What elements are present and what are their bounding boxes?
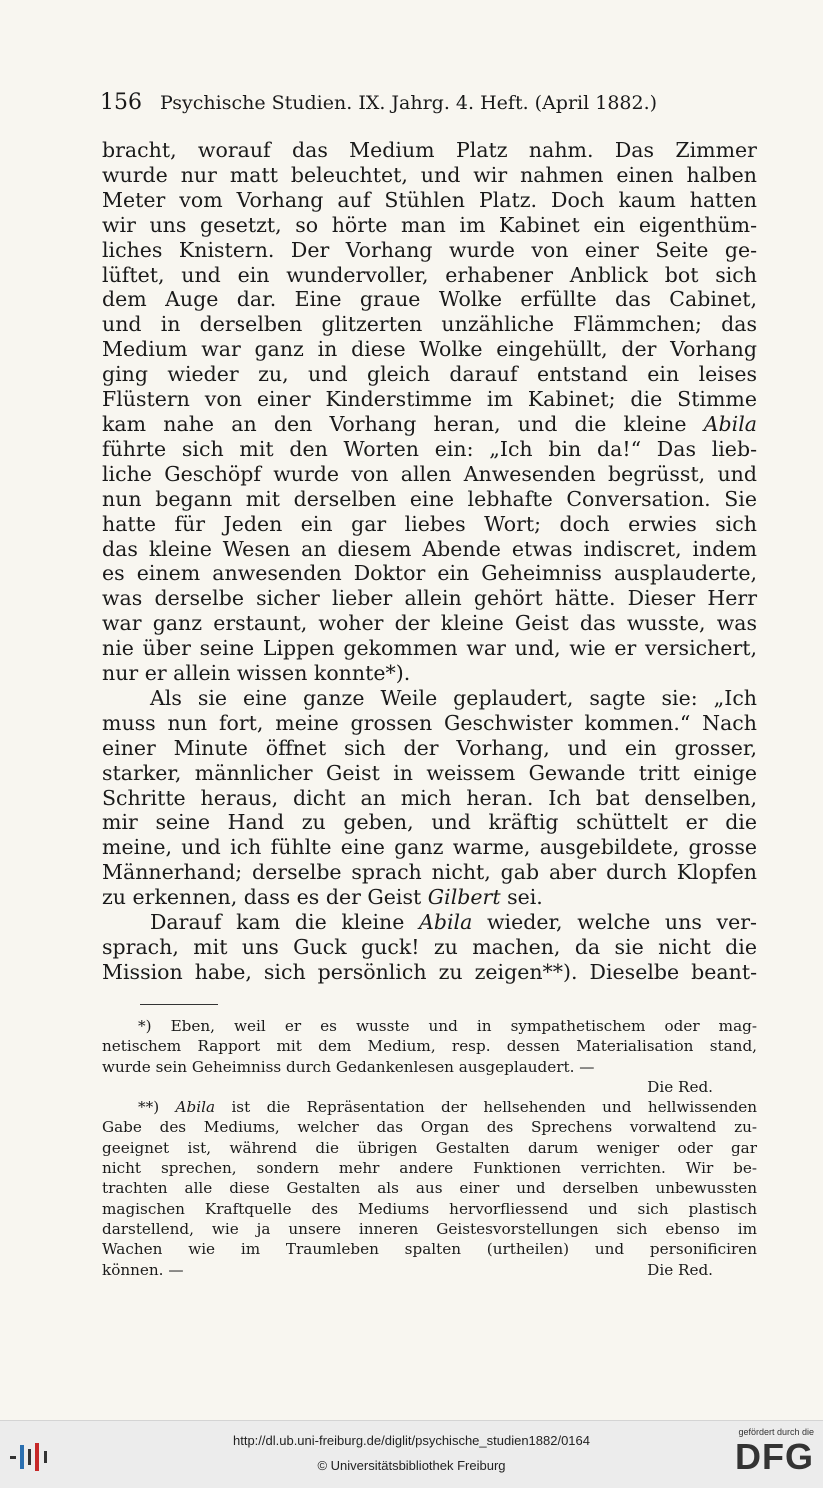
viewer-footer — [0, 1420, 823, 1488]
footnote-line: darstellend, wie ja unsere inneren Geistesvorstellungen sich ebenso im — [102, 1219, 757, 1238]
text-line: Schritte heraus, dicht an mich heran. Ich bat denselben, — [102, 785, 757, 810]
footnote-line: netischem Rapport mit dem Medium, resp. dessen Materialisation stand, — [102, 1037, 757, 1056]
footnote-line: *) Eben, weil er es wusste und in sympathetischem oder mag- — [138, 1017, 757, 1035]
footnote-last-line — [102, 1260, 757, 1280]
text-line: führte sich mit den Worten ein: „Ich bin da!“ Das lieb- — [102, 436, 757, 461]
main-text — [102, 138, 757, 985]
text-line: mir seine Hand zu geben, und kräftig schüttelt er die — [102, 810, 757, 835]
text-line: starker, männlicher Geist in weissem Gewande tritt einige — [102, 760, 757, 785]
text-line: das kleine Wesen an diesem Abende etwas indiscret, indem — [102, 536, 757, 561]
footnotes — [102, 1016, 757, 1280]
footnote-line — [102, 1097, 757, 1117]
text-line: Als sie eine ganze Weile geplaudert, sagte sie: „Ich — [150, 685, 757, 710]
text-line — [102, 885, 757, 910]
editor-signature: Die Red. — [647, 1077, 713, 1096]
text-line: hatte für Jeden ein gar liebes Wort; doch erwies sich — [102, 511, 757, 536]
text-line: sprach, mit uns Guck guck! zu machen, da sie nicht die — [102, 935, 757, 959]
text-line: Flüstern von einer Kinderstimme im Kabinet; die Stimme — [102, 387, 757, 412]
footnote-line: trachten alle diese Gestalten als aus einer und derselben unbewussten — [102, 1179, 757, 1198]
text-line — [102, 910, 757, 935]
running-header — [100, 90, 760, 115]
footnote-line: nicht sprechen, sondern mehr andere Funktionen verrichten. Wir be- — [102, 1159, 757, 1178]
name-abila: Abila — [419, 910, 473, 935]
text-segment: wieder, welche uns ver- — [486, 910, 757, 935]
dfg-funding-note: gefördert durch die — [738, 1427, 814, 1437]
text-line: nur er allein wissen konnte*). — [102, 661, 411, 686]
text-segment: sei. — [507, 885, 543, 910]
name-gilbert: Gilbert — [427, 885, 501, 910]
name-abila: Abila — [175, 1098, 216, 1117]
text-line: meine, und ich fühlte eine ganz warme, ausgebildete, grosse — [102, 835, 757, 860]
text-line: und in derselben glitzerten unzähliche Flämmchen; das — [102, 312, 757, 337]
footnote-rule — [140, 1004, 218, 1005]
text-line: lüftet, und ein wundervoller, erhabener Anblick bot sich — [102, 262, 757, 287]
dfg-wordmark: DFG — [735, 1436, 814, 1477]
page-number: 156 — [100, 90, 142, 115]
text-line: nie über seine Lippen gekommen war und, wie er versichert, — [102, 636, 757, 661]
footnote-line: wurde sein Geheimniss durch Gedankenlesen ausgeplaudert. — — [102, 1057, 595, 1076]
text-line: ging wieder zu, und gleich darauf entstand ein leises — [102, 362, 757, 387]
footnote-line: magischen Kraftquelle des Mediums hervorfliessend und sich plastisch — [102, 1199, 757, 1218]
permalink-url[interactable]: http://dl.ub.uni-freiburg.de/diglit/psychische_studien1882/0164 — [232, 1433, 591, 1448]
dfg-logo — [722, 1427, 814, 1483]
text-line — [102, 412, 757, 437]
text-segment: ist die Repräsentation der hellsehenden und hellwissenden — [231, 1098, 758, 1117]
text-line: Meter vom Vorhang auf Stühlen Platz. Doch kaum hatten — [102, 187, 757, 212]
running-title: Psychische Studien. IX. Jahrg. 4. Heft. (April 1882.) — [160, 92, 658, 114]
name-abila: Abila — [703, 411, 757, 436]
footnote-line: Gabe des Mediums, welcher das Organ des Sprechens vorwaltend zu- — [102, 1118, 757, 1137]
text-line: Mission habe, sich persönlich zu zeigen**). Dieselbe beant- — [102, 959, 757, 984]
text-line: nun begann mit derselben eine lebhafte Conversation. Sie — [102, 486, 757, 511]
text-line: war ganz erstaunt, woher der kleine Geist das wusste, was — [102, 611, 757, 636]
text-segment: **) — [138, 1098, 160, 1117]
text-line: wir uns gesetzt, so hörte man im Kabinet ein eigenthüm- — [102, 212, 757, 237]
text-line: muss nun fort, meine grossen Geschwister kommen.“ Nach — [102, 710, 757, 735]
footnote-line: Wachen wie im Traumleben spalten (urtheilen) und personificiren — [102, 1240, 757, 1259]
text-line: was derselbe sicher lieber allein gehört hätte. Dieser Herr — [102, 586, 757, 611]
text-segment: kam nahe an den Vorhang heran, und die kleine — [102, 411, 687, 436]
text-segment: Darauf kam die kleine — [150, 910, 405, 935]
text-line: es einem anwesenden Doktor ein Geheimniss ausplauderte, — [102, 561, 757, 586]
text-line: liche Geschöpf wurde von allen Anwesenden begrüsst, und — [102, 461, 757, 486]
text-line: dem Auge dar. Eine graue Wolke erfüllte das Cabinet, — [102, 287, 757, 312]
text-line: bracht, worauf das Medium Platz nahm. Das Zimmer — [102, 138, 757, 162]
text-line: wurde nur matt beleuchtet, und wir nahmen einen halben — [102, 162, 757, 187]
copyright-notice: © Universitätsbibliothek Freiburg — [317, 1458, 506, 1473]
text-segment: zu erkennen, dass es der Geist — [102, 885, 422, 910]
text-line: einer Minute öffnet sich der Vorhang, und ein grosser, — [102, 735, 757, 760]
text-line: Medium war ganz in diese Wolke eingehüllt, der Vorhang — [102, 337, 757, 362]
text-line: liches Knistern. Der Vorhang wurde von einer Seite ge- — [102, 237, 757, 262]
text-segment: können. — — [102, 1260, 184, 1279]
footnote-line: geeignet ist, während die übrigen Gestalten darum weniger oder gar — [102, 1138, 757, 1157]
editor-signature: Die Red. — [647, 1260, 713, 1279]
text-line: Männerhand; derselbe sprach nicht, gab aber durch Klopfen — [102, 860, 757, 885]
